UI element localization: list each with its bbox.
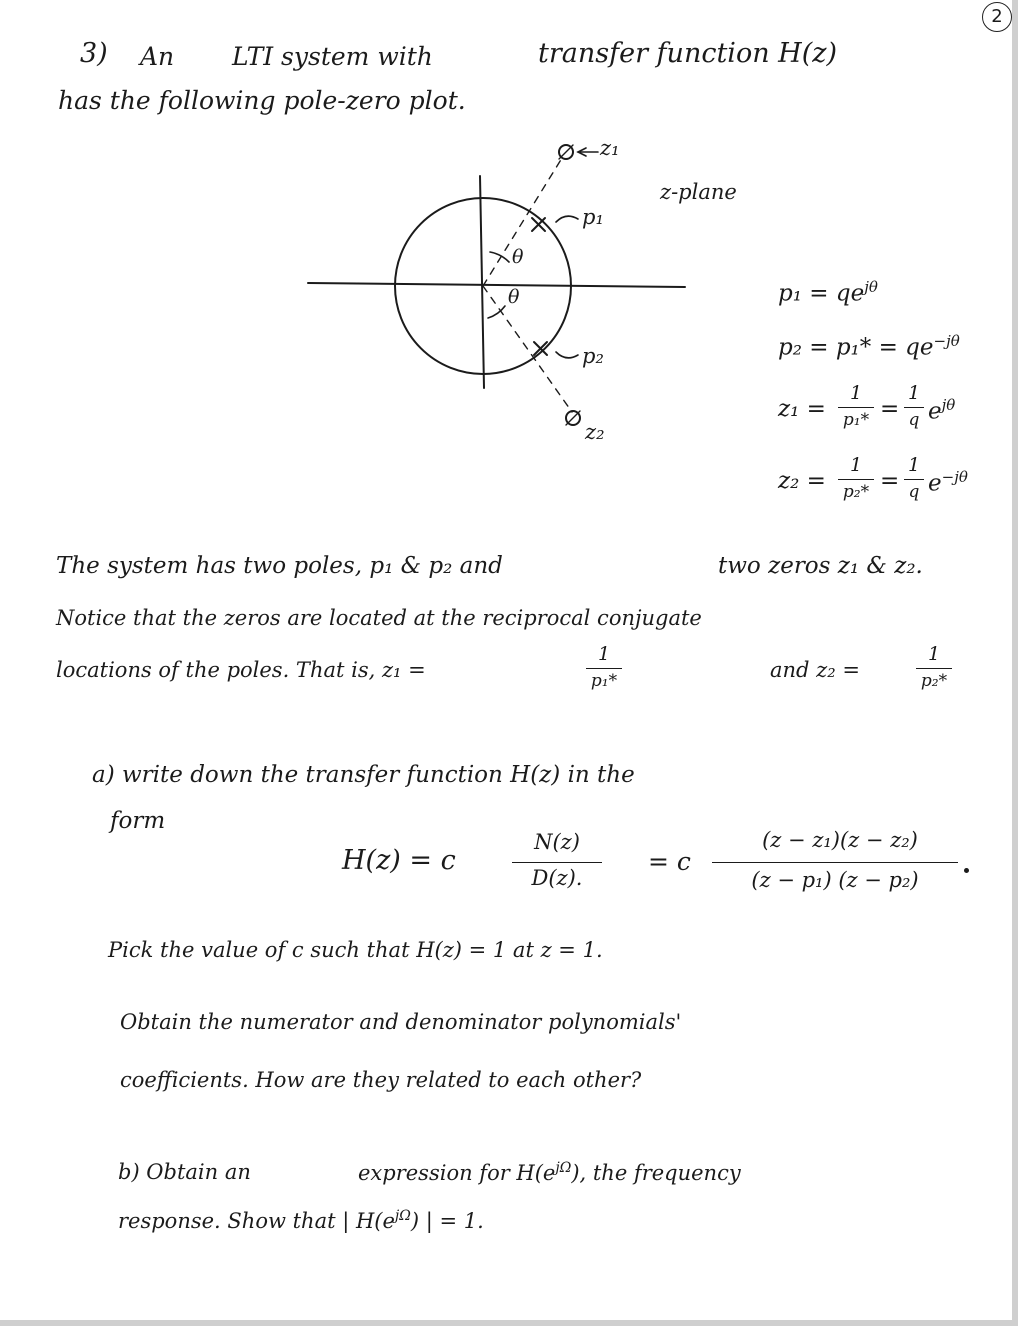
part-a-line-4: Obtain the numerator and denominator polynomials' <box>120 1010 682 1034</box>
tf-period-dot <box>964 868 969 873</box>
problem-number: 3) <box>80 38 108 69</box>
body-line-3b: and z₂ = <box>770 658 860 682</box>
part-a-line-5: coefficients. How are they related to each other? <box>120 1068 642 1092</box>
eq-z1-mid: = <box>880 396 900 422</box>
body-line-1a: The system has two poles, p₁ & p₂ and <box>56 553 503 579</box>
eq-z2-frac1-bar <box>838 479 874 480</box>
page-number-badge: 2 <box>982 2 1012 32</box>
angle-arc-lower <box>488 306 505 318</box>
header-word-an: An <box>140 42 175 71</box>
eq-z1-frac2-num: 1 <box>907 382 921 404</box>
body-frac1-bar <box>586 668 622 669</box>
radial-line-lower <box>483 286 572 412</box>
part-b-line-1a: b) Obtain an <box>118 1160 251 1184</box>
label-z2-plot: z₂ <box>585 420 605 444</box>
body-line-3a: locations of the poles. That is, z₁ = <box>56 658 426 682</box>
body-frac1-den: p₁* <box>590 671 618 691</box>
angle-theta-lower: θ <box>508 286 520 308</box>
z-plane-label: z-plane <box>660 180 737 204</box>
eq-z2-frac2-den: q <box>908 482 920 502</box>
body-frac2-den: p₂* <box>920 671 948 691</box>
body-line-1b: two zeros z₁ & z₂. <box>718 553 923 579</box>
part-a-line-3: Pick the value of c such that H(z) = 1 at z = 1. <box>108 938 603 962</box>
part-a-line-1: a) write down the transfer function H(z) in the <box>92 762 635 788</box>
arrow-p2 <box>556 352 578 358</box>
header-transfer-function: transfer function H(z) <box>538 38 838 69</box>
eq-z2-frac1-num: 1 <box>849 454 863 476</box>
angle-theta-upper: θ <box>512 246 524 268</box>
eq-z1-lhs: z₁ = <box>778 396 826 422</box>
eq-z2-mid: = <box>880 468 900 494</box>
tf-den-1: D(z). <box>531 866 583 890</box>
header-system-with: LTI system with <box>232 42 433 71</box>
header-line-2: has the following pole-zero plot. <box>58 86 466 115</box>
eq-z1-frac2-den: q <box>908 410 920 430</box>
label-p2-plot: p₂ <box>582 344 604 368</box>
body-line-2: Notice that the zeros are located at the reciprocal conjugate <box>56 606 702 630</box>
tf-den-2: (z − p₁) (z − p₂) <box>751 868 919 892</box>
body-frac1-num: 1 <box>597 643 611 665</box>
tf-bar-1 <box>512 862 602 863</box>
eq-z1-frac1-den: p₁* <box>842 410 870 430</box>
body-frac2-bar <box>916 668 952 669</box>
eq-z1-frac1-bar <box>838 407 874 408</box>
tf-mid: = c <box>648 847 691 876</box>
eq-z1-exp: $e^{j\theta}$ <box>928 396 956 425</box>
eq-z2-frac2-bar <box>904 479 924 480</box>
arrow-p1 <box>556 216 578 222</box>
eq-p2: $p_2 = p_1* = qe^{-j\theta}$ <box>778 332 960 361</box>
body-frac2-num: 1 <box>927 643 941 665</box>
imaginary-axis <box>480 176 484 388</box>
part-b-line-1b: expression for $H(e^{j\Omega})$, the frequency <box>358 1160 741 1185</box>
part-b-line-2: response. Show that | $H(e^{j\Omega})$ | = 1. <box>118 1208 484 1233</box>
eq-z1-frac2-bar <box>904 407 924 408</box>
tf-lhs: H(z) = c <box>342 845 456 876</box>
label-z1-plot: z₁ <box>600 136 620 160</box>
tf-num-2: (z − z₁)(z − z₂) <box>762 828 918 852</box>
part-a-line-2: form <box>110 808 166 834</box>
eq-z2-exp: $e^{-j\theta}$ <box>928 468 968 497</box>
tf-bar-2 <box>712 862 958 863</box>
eq-p1: $p_1 = qe^{j\theta}$ <box>778 278 878 307</box>
eq-z2-frac1-den: p₂* <box>842 482 870 502</box>
tf-num-1: N(z) <box>534 830 580 854</box>
eq-z1-frac1-num: 1 <box>849 382 863 404</box>
real-axis <box>308 283 685 287</box>
eq-z2-lhs: z₂ = <box>778 468 826 494</box>
eq-z2-frac2-num: 1 <box>907 454 921 476</box>
label-p1-plot: p₁ <box>582 205 604 229</box>
